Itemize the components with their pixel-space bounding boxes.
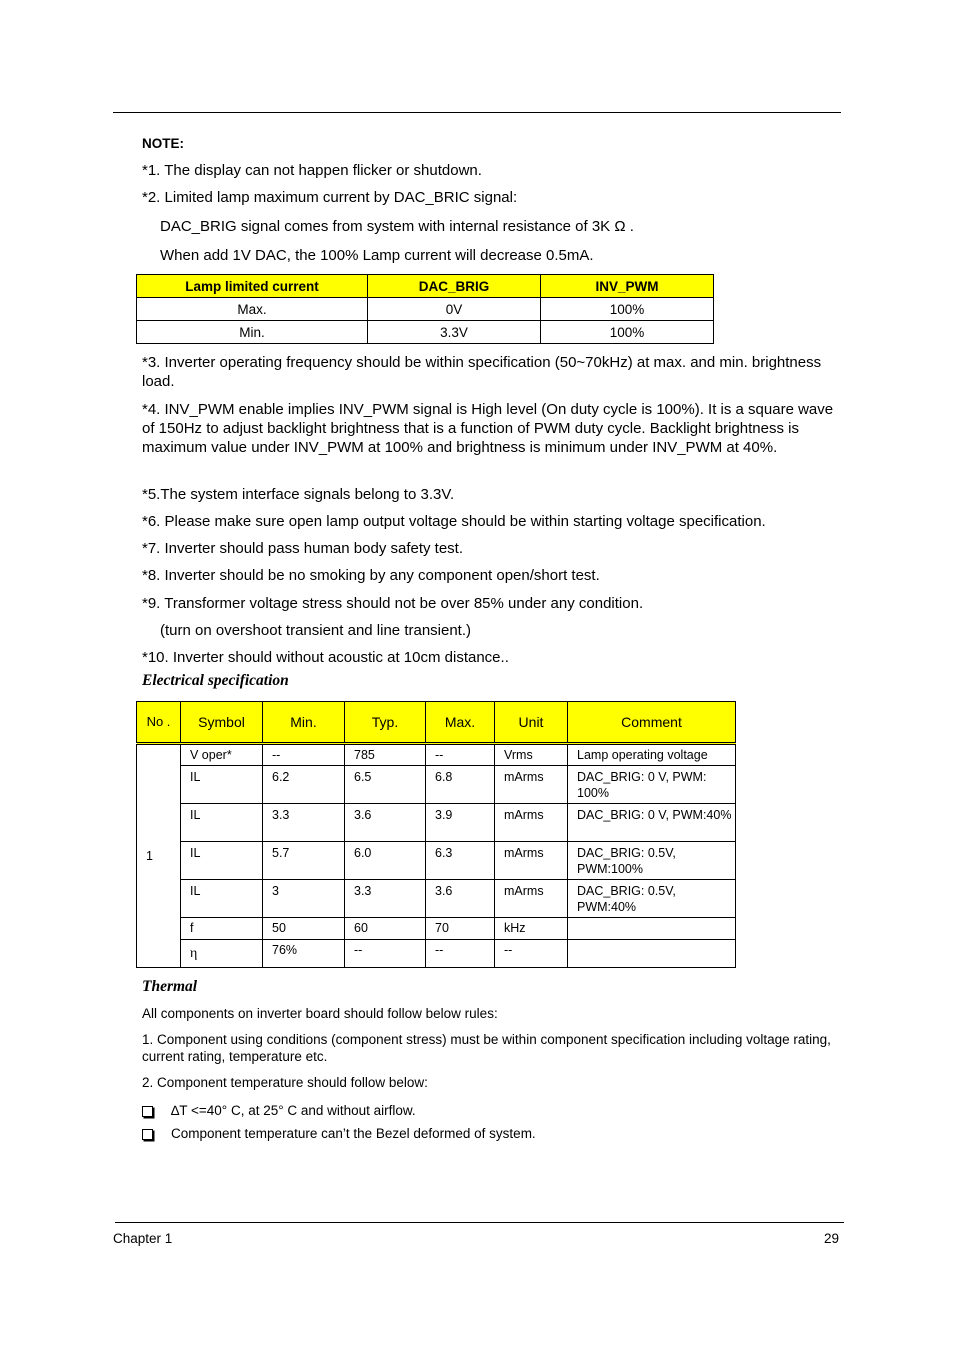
note-9: *9. Transformer voltage stress should not be over 85% under any condition. xyxy=(142,595,644,612)
lamp-table-header: DAC_BRIG xyxy=(368,275,541,298)
table-cell: kHz xyxy=(495,918,568,940)
table-cell: IL xyxy=(181,842,263,880)
thermal-bullet: Component temperature can’t the Bezel deformed of system. xyxy=(171,1126,536,1141)
note-7: *7. Inverter should pass human body safety test. xyxy=(142,540,464,557)
table-row xyxy=(137,298,714,321)
header-rule xyxy=(113,112,841,113)
table-cell: 6.2 xyxy=(263,766,345,804)
table-cell: 0V xyxy=(368,298,541,321)
table-cell: 3.9 xyxy=(426,804,495,842)
table-cell: IL xyxy=(181,804,263,842)
table-cell: f xyxy=(181,918,263,940)
thermal-rule-1: 1. Component using conditions (component stress) must be within component specification including voltage rating, current rating, temperature etc. xyxy=(142,1032,831,1064)
footer-rule xyxy=(115,1222,844,1223)
electrical-spec-heading: Electrical specification xyxy=(142,672,289,689)
table-row xyxy=(137,804,736,842)
note-title: NOTE: xyxy=(142,136,184,151)
table-cell: 100% xyxy=(541,298,714,321)
table-cell: DAC_BRIG: 0.5V, PWM:100% xyxy=(568,842,736,880)
lamp-table-header-row xyxy=(137,275,714,298)
note-2b: When add 1V DAC, the 100% Lamp current will decrease 0.5mA. xyxy=(160,247,594,264)
table-cell: -- xyxy=(426,744,495,766)
footer-chapter: Chapter 1 xyxy=(113,1231,173,1246)
table-cell: 6.5 xyxy=(345,766,426,804)
lamp-table-header: Lamp limited current xyxy=(137,275,368,298)
note-9a: (turn on overshoot transient and line transient.) xyxy=(160,622,472,639)
note-2: *2. Limited lamp maximum current by DAC_BRIC signal: xyxy=(142,189,518,206)
table-cell: 100% xyxy=(541,321,714,344)
table-cell: mArms xyxy=(495,880,568,918)
table-cell: -- xyxy=(426,940,495,968)
note-2a: DAC_BRIG signal comes from system with internal resistance of 3K Ω . xyxy=(160,218,634,235)
table-cell: IL xyxy=(181,766,263,804)
table-cell: -- xyxy=(495,940,568,968)
bullet-checkbox-icon xyxy=(142,1129,153,1140)
table-cell: 6.3 xyxy=(426,842,495,880)
spec-header-max: Max. xyxy=(426,702,495,744)
note-8: *8. Inverter should be no smoking by any component open/short test. xyxy=(142,567,600,584)
table-cell: 70 xyxy=(426,918,495,940)
table-cell xyxy=(568,940,736,968)
table-cell: mArms xyxy=(495,842,568,880)
spec-table-header-row xyxy=(137,702,736,744)
table-cell: -- xyxy=(345,940,426,968)
table-cell: 785 xyxy=(345,744,426,766)
spec-no-cell: 1 xyxy=(137,744,181,968)
table-cell: -- xyxy=(263,744,345,766)
table-cell: 3.3 xyxy=(263,804,345,842)
table-cell: 5.7 xyxy=(263,842,345,880)
electrical-spec-table xyxy=(136,701,736,968)
table-row xyxy=(137,766,736,804)
table-cell: Vrms xyxy=(495,744,568,766)
table-cell: 3.6 xyxy=(345,804,426,842)
table-cell: DAC_BRIG: 0 V, PWM: 100% xyxy=(568,766,736,804)
table-cell: DAC_BRIG: 0.5V, PWM:40% xyxy=(568,880,736,918)
table-row xyxy=(137,321,714,344)
lamp-table-header: INV_PWM xyxy=(541,275,714,298)
spec-header-unit: Unit xyxy=(495,702,568,744)
table-row xyxy=(137,842,736,880)
table-cell: DAC_BRIG: 0 V, PWM:40% xyxy=(568,804,736,842)
table-cell: 6.0 xyxy=(345,842,426,880)
thermal-intro: All components on inverter board should follow below rules: xyxy=(142,1006,498,1021)
note-4: *4. INV_PWM enable implies INV_PWM signal is High level (On duty cycle is 100%). It is a square wave of 150Hz to adjust backlight brightness that is a function of PWM duty cycle. Backlight brightness is maximum value under INV_PWM at 100% and brightness is minimum under INV_PWM at 40%. xyxy=(142,401,834,456)
spec-header-comment: Comment xyxy=(568,702,736,744)
table-cell: IL xyxy=(181,880,263,918)
table-cell: mArms xyxy=(495,804,568,842)
table-cell: V oper* xyxy=(181,744,263,766)
note-5: *5.The system interface signals belong to 3.3V. xyxy=(142,486,455,503)
table-cell: Min. xyxy=(137,321,368,344)
note-1: *1. The display can not happen flicker or shutdown. xyxy=(142,162,482,179)
note-6: *6. Please make sure open lamp output voltage should be within starting voltage specification. xyxy=(142,513,766,530)
table-cell: 6.8 xyxy=(426,766,495,804)
table-cell xyxy=(568,918,736,940)
thermal-rule-2: 2. Component temperature should follow below: xyxy=(142,1075,428,1090)
table-cell: 3.3V xyxy=(368,321,541,344)
thermal-bullet: ∆T <=40° C, at 25° C and without airflow. xyxy=(171,1103,416,1118)
table-cell: η xyxy=(181,940,263,968)
table-row xyxy=(137,880,736,918)
spec-header-typ: Typ. xyxy=(345,702,426,744)
table-row xyxy=(137,744,736,766)
table-cell: 50 xyxy=(263,918,345,940)
spec-header-symbol: Symbol xyxy=(181,702,263,744)
table-cell: Max. xyxy=(137,298,368,321)
table-cell: 60 xyxy=(345,918,426,940)
table-cell: Lamp operating voltage xyxy=(568,744,736,766)
table-row xyxy=(137,940,736,968)
table-row xyxy=(137,918,736,940)
table-cell: 3.6 xyxy=(426,880,495,918)
table-cell: 76% xyxy=(263,940,345,968)
lamp-current-table xyxy=(136,274,714,344)
table-cell: 3 xyxy=(263,880,345,918)
bullet-checkbox-icon xyxy=(142,1106,153,1117)
spec-header-min: Min. xyxy=(263,702,345,744)
table-cell: 3.3 xyxy=(345,880,426,918)
note-3: *3. Inverter operating frequency should be within specification (50~70kHz) at max. and min. brightness load. xyxy=(142,354,822,390)
thermal-heading: Thermal xyxy=(142,978,198,995)
note-10: *10. Inverter should without acoustic at 10cm distance.. xyxy=(142,649,509,666)
table-cell: mArms xyxy=(495,766,568,804)
spec-header-no: No . xyxy=(137,702,181,744)
footer-page-number: 29 xyxy=(824,1231,840,1246)
